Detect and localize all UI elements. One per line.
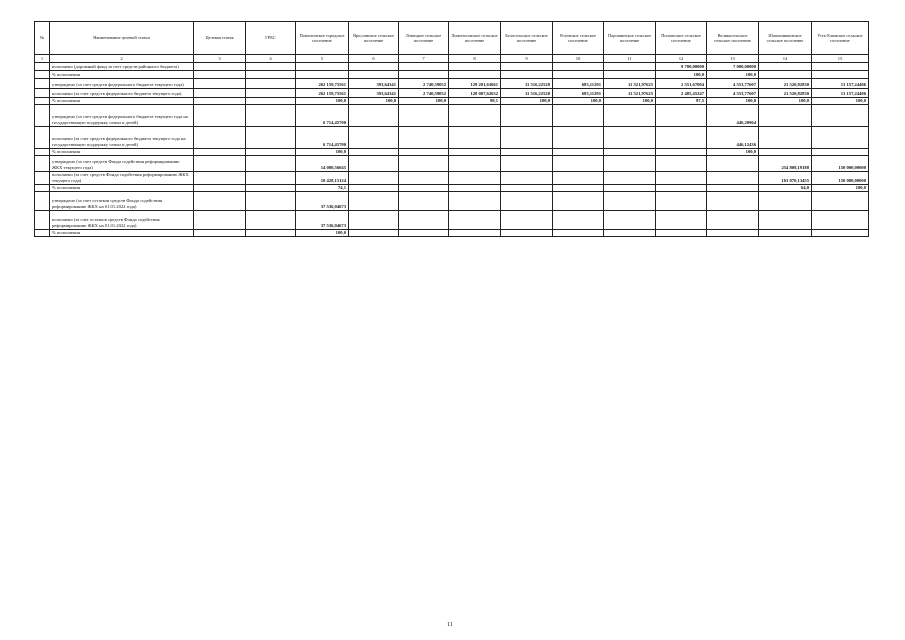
row-number-cell — [35, 172, 50, 185]
value-cell — [707, 156, 759, 172]
page-number: 11 — [447, 622, 453, 628]
column-header: № — [35, 22, 50, 55]
row-label: утверждено (за счет средств федерального бюджета текущего года на государственную поддержку семьи и детей) — [50, 105, 194, 127]
value-cell — [656, 172, 707, 185]
column-number: 9 — [501, 55, 553, 63]
value-cell — [759, 63, 812, 71]
value-cell: 37 536,04673 — [296, 211, 349, 230]
value-cell — [349, 172, 399, 185]
value-cell — [553, 156, 604, 172]
row-label: утверждено (за счет остатков средств Фонда содействия реформированию ЖКХ на 01.01.2022 года) — [50, 192, 194, 211]
value-cell — [399, 105, 449, 127]
value-cell: 100,0 — [812, 98, 869, 105]
value-cell — [656, 192, 707, 211]
value-cell — [656, 185, 707, 192]
grbs-cell — [246, 156, 296, 172]
value-cell — [349, 156, 399, 172]
value-cell — [604, 211, 656, 230]
value-cell — [759, 192, 812, 211]
value-cell: 14 080,56045 — [296, 156, 349, 172]
value-cell — [296, 63, 349, 71]
value-cell: 2 740,59052 — [399, 79, 449, 89]
table-body — [35, 22, 869, 237]
row-label: исполнено (за счет средств федерального бюджета текущего года) — [50, 89, 194, 98]
row-label: исполнено (дорожный фонд за счет средств районного бюджета) — [50, 63, 194, 71]
value-cell: 37 536,04673 — [296, 192, 349, 211]
column-header: Пошехонское городское поселение — [296, 22, 349, 55]
value-cell: 13 157,24406 — [812, 89, 869, 98]
row-number-cell — [35, 230, 50, 237]
value-cell: 9 700,00000 — [656, 63, 707, 71]
header-row — [35, 22, 869, 55]
column-number-row — [35, 55, 869, 63]
row-label: исполнено (за счет остатков средств Фонда содействия реформированию ЖКХ на 01.01.2022 года) — [50, 211, 194, 230]
value-cell — [349, 71, 399, 79]
column-number: 3 — [194, 55, 246, 63]
value-cell — [812, 230, 869, 237]
column-number: 14 — [759, 55, 812, 63]
value-cell — [449, 105, 501, 127]
value-cell: 11 521,97625 — [604, 89, 656, 98]
column-number: 7 — [399, 55, 449, 63]
value-cell — [759, 149, 812, 156]
column-number: 6 — [349, 55, 399, 63]
value-cell — [449, 172, 501, 185]
value-cell — [449, 156, 501, 172]
value-cell: 254 808,19188 — [759, 156, 812, 172]
target-article-cell — [194, 89, 246, 98]
value-cell: 2 740,59052 — [399, 89, 449, 98]
value-cell — [553, 192, 604, 211]
row-number-cell — [35, 63, 50, 71]
row-label: % исполнения — [50, 149, 194, 156]
value-cell — [449, 71, 501, 79]
value-cell: 262 159,75561 — [296, 89, 349, 98]
value-cell: 11 521,97625 — [604, 79, 656, 89]
value-cell: 11 516,22520 — [501, 89, 553, 98]
value-cell — [399, 156, 449, 172]
value-cell — [604, 172, 656, 185]
value-cell — [501, 63, 553, 71]
value-cell — [553, 149, 604, 156]
value-cell: 100,0 — [707, 98, 759, 105]
table-row — [35, 172, 869, 185]
table-row — [35, 149, 869, 156]
value-cell: 100,0 — [501, 98, 553, 105]
value-cell — [449, 230, 501, 237]
value-cell — [656, 211, 707, 230]
grbs-cell — [246, 98, 296, 105]
target-article-cell — [194, 149, 246, 156]
value-cell — [656, 149, 707, 156]
column-header: Белосельское сельское поселение — [501, 22, 553, 55]
table-row — [35, 185, 869, 192]
value-cell: 4 553,77607 — [707, 89, 759, 98]
value-cell — [812, 105, 869, 127]
value-cell — [812, 192, 869, 211]
value-cell — [707, 230, 759, 237]
value-cell — [349, 149, 399, 156]
value-cell — [604, 192, 656, 211]
grbs-cell — [246, 71, 296, 79]
value-cell — [553, 230, 604, 237]
value-cell — [553, 211, 604, 230]
column-number: 2 — [50, 55, 194, 63]
value-cell: 100,0 — [553, 98, 604, 105]
value-cell: 10 428,15124 — [296, 172, 349, 185]
target-article-cell — [194, 127, 246, 149]
value-cell: 2 551,67004 — [656, 79, 707, 89]
value-cell: 393,64341 — [349, 79, 399, 89]
value-cell — [707, 172, 759, 185]
value-cell — [812, 127, 869, 149]
value-cell — [449, 63, 501, 71]
row-number-cell — [35, 149, 50, 156]
value-cell — [553, 172, 604, 185]
value-cell — [553, 71, 604, 79]
column-header: Роговское сельское поселение — [553, 22, 604, 55]
value-cell — [759, 127, 812, 149]
column-header: Усть-Елимское сельское поселение — [812, 22, 869, 55]
value-cell — [812, 149, 869, 156]
column-number: 5 — [296, 55, 349, 63]
value-cell — [604, 149, 656, 156]
value-cell — [501, 192, 553, 211]
table-row — [35, 156, 869, 172]
grbs-cell — [246, 63, 296, 71]
table-row — [35, 89, 869, 98]
value-cell: 100,0 — [296, 230, 349, 237]
value-cell — [399, 63, 449, 71]
value-cell — [553, 63, 604, 71]
value-cell: 99,1 — [449, 98, 501, 105]
table-row — [35, 98, 869, 105]
budget-report-page — [34, 21, 869, 237]
row-number-cell — [35, 156, 50, 172]
value-cell: 97,5 — [656, 98, 707, 105]
value-cell — [501, 185, 553, 192]
value-cell — [501, 105, 553, 127]
grbs-cell — [246, 172, 296, 185]
value-cell — [656, 105, 707, 127]
value-cell — [604, 105, 656, 127]
row-label: утверждено (за счет средств федерального бюджета текущего года) — [50, 79, 194, 89]
column-header: Целевая статья — [194, 22, 246, 55]
value-cell — [553, 185, 604, 192]
value-cell: 100,0 — [399, 98, 449, 105]
value-cell: 683,11291 — [553, 79, 604, 89]
value-cell — [707, 185, 759, 192]
value-cell: 262 159,75561 — [296, 79, 349, 89]
table-row — [35, 230, 869, 237]
table-row — [35, 211, 869, 230]
value-cell: 100,0 — [812, 185, 869, 192]
column-header: Шапошниковское сельское поселение — [759, 22, 812, 55]
value-cell — [501, 211, 553, 230]
value-cell — [449, 211, 501, 230]
column-header: Наименование целевой статьи — [50, 22, 194, 55]
value-cell — [449, 185, 501, 192]
target-article-cell — [194, 79, 246, 89]
row-number-cell — [35, 89, 50, 98]
column-header: Ломецкое сельское поселение — [399, 22, 449, 55]
value-cell — [501, 230, 553, 237]
target-article-cell — [194, 185, 246, 192]
value-cell — [399, 230, 449, 237]
value-cell — [501, 127, 553, 149]
row-label: исполнено (за счет средств Фонда содействия реформированию ЖКХ текущего года) — [50, 172, 194, 185]
value-cell — [759, 71, 812, 79]
value-cell: 446,12436 — [707, 127, 759, 149]
value-cell — [349, 63, 399, 71]
value-cell — [707, 211, 759, 230]
value-cell: 100,0 — [656, 71, 707, 79]
target-article-cell — [194, 230, 246, 237]
row-number-cell — [35, 211, 50, 230]
grbs-cell — [246, 149, 296, 156]
column-number: 10 — [553, 55, 604, 63]
value-cell — [707, 192, 759, 211]
target-article-cell — [194, 105, 246, 127]
value-cell — [349, 185, 399, 192]
value-cell — [399, 149, 449, 156]
value-cell — [553, 127, 604, 149]
value-cell: 129 201,63661 — [449, 79, 501, 89]
table-row — [35, 192, 869, 211]
value-cell: 64,0 — [759, 185, 812, 192]
value-cell — [349, 105, 399, 127]
grbs-cell — [246, 192, 296, 211]
value-cell — [501, 71, 553, 79]
value-cell: 100,0 — [604, 98, 656, 105]
value-cell — [812, 211, 869, 230]
column-header: Порошинское сельское поселение — [604, 22, 656, 55]
value-cell — [604, 230, 656, 237]
value-cell — [399, 192, 449, 211]
row-label: % исполнения — [50, 230, 194, 237]
row-number-cell — [35, 127, 50, 149]
row-label: % исполнения — [50, 185, 194, 192]
value-cell — [449, 127, 501, 149]
value-cell — [501, 156, 553, 172]
column-number: 8 — [449, 55, 501, 63]
value-cell — [349, 127, 399, 149]
value-cell: 7 000,00000 — [707, 63, 759, 71]
value-cell: 100,0 — [296, 149, 349, 156]
value-cell — [501, 149, 553, 156]
column-header: Поповоское сельское поселение — [656, 22, 707, 55]
grbs-cell — [246, 89, 296, 98]
value-cell — [656, 230, 707, 237]
value-cell — [349, 192, 399, 211]
value-cell — [604, 127, 656, 149]
value-cell — [501, 172, 553, 185]
value-cell — [812, 71, 869, 79]
row-label: % исполнения — [50, 71, 194, 79]
column-number: 15 — [812, 55, 869, 63]
column-header: Великосельское сельское поселение — [707, 22, 759, 55]
value-cell — [349, 230, 399, 237]
value-cell — [604, 63, 656, 71]
table-row — [35, 79, 869, 89]
row-number-cell — [35, 98, 50, 105]
column-header: Ярославское сельское поселение — [349, 22, 399, 55]
value-cell: 11 516,22520 — [501, 79, 553, 89]
value-cell — [553, 105, 604, 127]
column-header: ГРБС — [246, 22, 296, 55]
row-number-cell — [35, 79, 50, 89]
target-article-cell — [194, 211, 246, 230]
value-cell — [399, 185, 449, 192]
value-cell — [759, 230, 812, 237]
value-cell — [449, 149, 501, 156]
value-cell: 128 007,62632 — [449, 89, 501, 98]
value-cell: 6 714,45700 — [296, 105, 349, 127]
value-cell — [812, 63, 869, 71]
row-number-cell — [35, 71, 50, 79]
column-number: 1 — [35, 55, 50, 63]
value-cell — [759, 211, 812, 230]
value-cell — [349, 211, 399, 230]
value-cell: 446,20964 — [707, 105, 759, 127]
value-cell: 21 520,82830 — [759, 79, 812, 89]
value-cell — [604, 71, 656, 79]
column-number: 4 — [246, 55, 296, 63]
value-cell — [759, 105, 812, 127]
value-cell: 74,1 — [296, 185, 349, 192]
table-row — [35, 63, 869, 71]
table-row — [35, 127, 869, 149]
value-cell — [399, 127, 449, 149]
value-cell — [399, 71, 449, 79]
value-cell: 100,0 — [296, 98, 349, 105]
value-cell: 6 714,45700 — [296, 127, 349, 149]
grbs-cell — [246, 230, 296, 237]
grbs-cell — [246, 211, 296, 230]
value-cell: 13 157,24406 — [812, 79, 869, 89]
value-cell — [399, 172, 449, 185]
value-cell: 150 000,00000 — [812, 172, 869, 185]
value-cell: 100,0 — [349, 98, 399, 105]
value-cell: 683,11291 — [553, 89, 604, 98]
grbs-cell — [246, 127, 296, 149]
grbs-cell — [246, 185, 296, 192]
value-cell: 21 520,82830 — [759, 89, 812, 98]
target-article-cell — [194, 71, 246, 79]
table-row — [35, 105, 869, 127]
column-header: Ломоносовское сельское поселение — [449, 22, 501, 55]
value-cell: 2 485,45247 — [656, 89, 707, 98]
value-cell: 4 553,77607 — [707, 79, 759, 89]
value-cell: 393,64341 — [349, 89, 399, 98]
value-cell — [656, 156, 707, 172]
target-article-cell — [194, 172, 246, 185]
row-label: % исполнения — [50, 98, 194, 105]
target-article-cell — [194, 63, 246, 71]
value-cell: 163 070,13455 — [759, 172, 812, 185]
budget-execution-table — [34, 21, 869, 237]
column-number: 13 — [707, 55, 759, 63]
row-label: утверждено (за счет средств Фонда содействия реформированию ЖКХ текущего года) — [50, 156, 194, 172]
grbs-cell — [246, 105, 296, 127]
row-number-cell — [35, 192, 50, 211]
value-cell — [296, 71, 349, 79]
target-article-cell — [194, 98, 246, 105]
row-label: исполнено (за счет средств федерального бюджета текущего года на государственную поддержку семьи и детей) — [50, 127, 194, 149]
value-cell — [449, 192, 501, 211]
column-number: 11 — [604, 55, 656, 63]
value-cell: 100,0 — [707, 149, 759, 156]
row-number-cell — [35, 185, 50, 192]
target-article-cell — [194, 156, 246, 172]
value-cell — [604, 185, 656, 192]
value-cell: 100,0 — [759, 98, 812, 105]
value-cell — [604, 156, 656, 172]
row-number-cell — [35, 105, 50, 127]
value-cell — [656, 127, 707, 149]
value-cell — [399, 211, 449, 230]
value-cell: 100,0 — [707, 71, 759, 79]
grbs-cell — [246, 79, 296, 89]
target-article-cell — [194, 192, 246, 211]
column-number: 12 — [656, 55, 707, 63]
value-cell: 150 000,00000 — [812, 156, 869, 172]
table-row — [35, 71, 869, 79]
